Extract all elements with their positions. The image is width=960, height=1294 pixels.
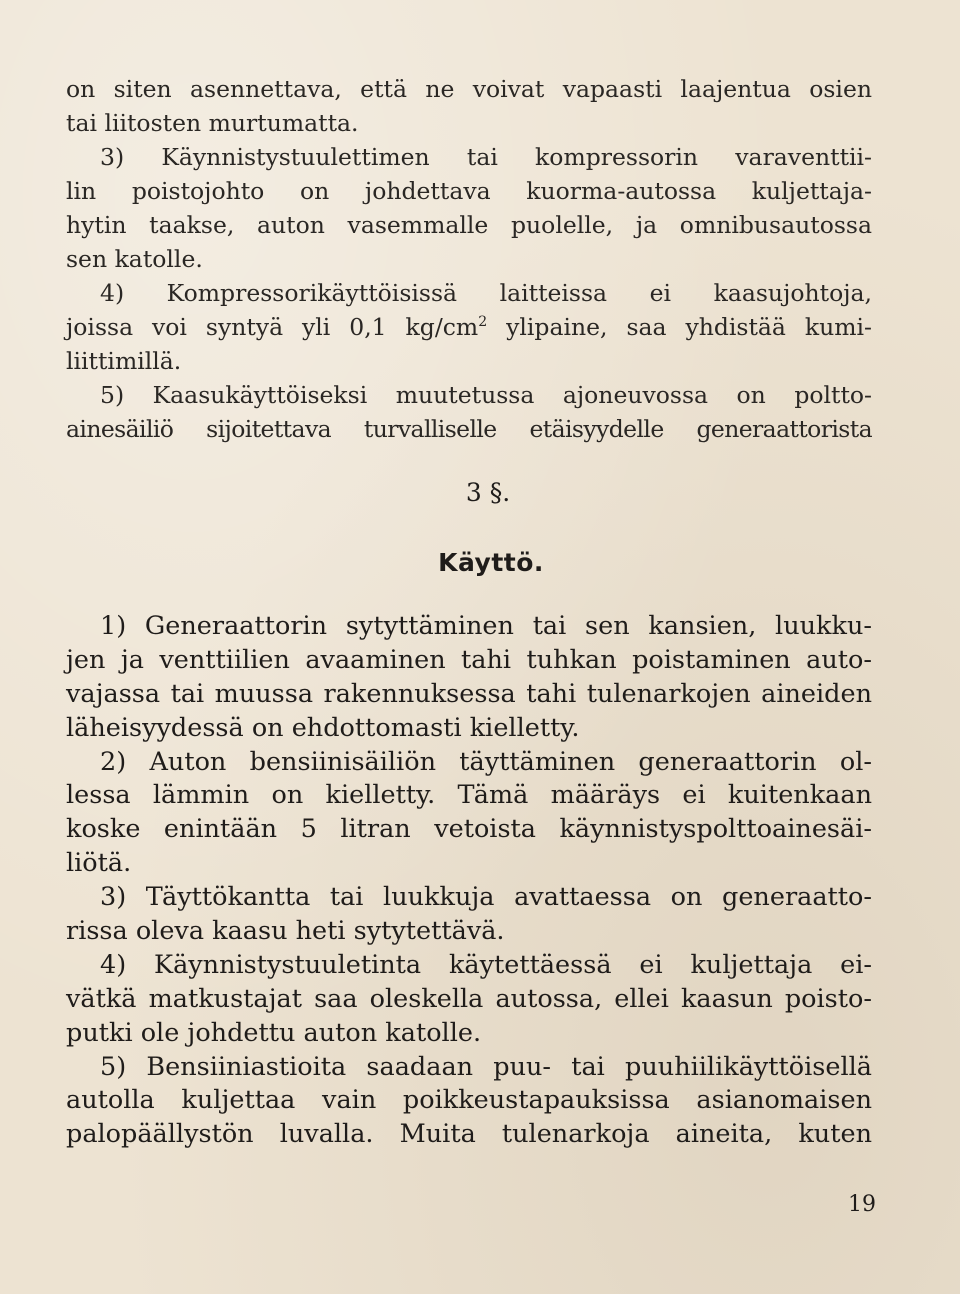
text-line: ainesäiliö sijoitettava turvalliselle etäisyydelle generaattorista	[66, 415, 872, 443]
text-line: liittimillä.	[66, 347, 182, 375]
text-line: liötä.	[66, 848, 132, 879]
text-line: sen katolle.	[66, 245, 203, 273]
text-line: hytin taakse, auton vasemmalle puolelle, ja omnibusautossa	[66, 211, 872, 239]
text-line: 2) Auton bensiinisäiliön täyttäminen generaattorin ol-	[100, 746, 872, 777]
superscript: 2	[478, 314, 488, 331]
text-line: lin poistojohto on johdettava kuorma-autossa kuljettaja-	[66, 177, 872, 205]
section-title: Käyttö.	[438, 548, 544, 577]
text-fragment: ylipaine, saa yhdistää kumi-	[487, 313, 872, 341]
text-line: rissa oleva kaasu heti sytytettävä.	[66, 916, 505, 947]
page-number: 19	[848, 1192, 876, 1217]
section-3-body	[66, 610, 872, 1152]
text-line: läheisyydessä on ehdottomasti kielletty.	[66, 712, 580, 743]
text-line: palopäällystön luvalla. Muita tulenarkoja aineita, kuten	[66, 1119, 872, 1150]
text-line: 3) Käynnistystuulettimen tai kompressorin varaventtii-	[100, 143, 872, 171]
text-fragment: joissa voi syntyä yli 0,1 kg/cm	[66, 313, 479, 341]
text-line: vajassa tai muussa rakennuksessa tahi tulenarkojen aineiden	[66, 678, 872, 709]
text-line: 5) Bensiiniastioita saadaan puu- tai puuhiilikäyttöisellä	[100, 1051, 872, 1082]
text-line: 4) Käynnistystuuletinta käytettäessä ei kuljettaja ei-	[100, 949, 872, 980]
text-line: 5) Kaasukäyttöiseksi muutetussa ajoneuvossa on poltto-	[100, 381, 872, 409]
text-line: 3) Täyttökantta tai luukkuja avattaessa on generaatto-	[100, 882, 872, 913]
text-line: jen ja venttiilien avaaminen tahi tuhkan poistaminen auto-	[66, 644, 872, 675]
text-line: 1) Generaattorin sytyttäminen tai sen kansien, luukku-	[100, 611, 872, 641]
section-2-continuation	[66, 72, 872, 446]
text-line: autolla kuljettaa vain poikkeustapauksissa asianomaisen	[66, 1085, 872, 1116]
text-line-with-superscript	[66, 310, 872, 344]
text-line: koske enintään 5 litran vetoista käynnistyspolttoainesäi-	[66, 814, 872, 845]
text-line: on siten asennettava, että ne voivat vapaasti laajentua osien	[66, 75, 872, 103]
text-line: 4) Kompressorikäyttöisissä laitteissa ei kaasujohtoja,	[100, 279, 872, 307]
text-line: putki ole johdettu auton katolle.	[66, 1017, 482, 1048]
text-line: vätkä matkustajat saa oleskella autossa, ellei kaasun poisto-	[66, 983, 872, 1014]
text-line: tai liitosten murtumatta.	[66, 109, 359, 137]
text-line: lessa lämmin on kielletty. Tämä määräys ei kuitenkaan	[66, 780, 872, 811]
section-mark: 3 §.	[465, 478, 511, 507]
